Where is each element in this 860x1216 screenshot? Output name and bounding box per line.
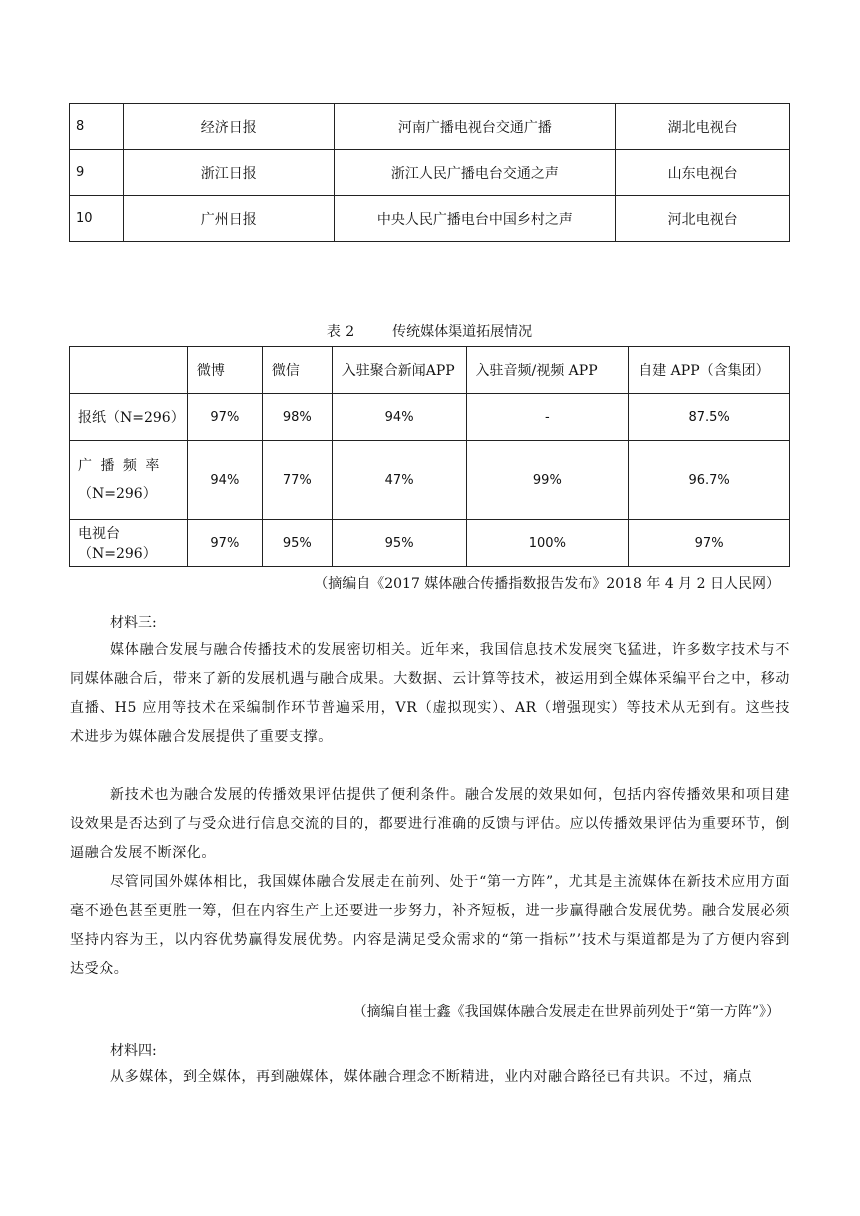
material3-paragraph-2: 新技术也为融合发展的传播效果评估提供了便利条件。融合发展的效果如何，包括内容传播效果和项目建设效果是否达到了与受众进行信息交流的目的，都要进行准确的反馈与评估。应以传播效果评估为重要环节，倒逼融合发展不断深化。 <box>70 787 790 861</box>
newspaper-cell: 经济日报 <box>123 104 334 150</box>
newspaper-cell: 浙江日报 <box>123 150 334 196</box>
header-cell: 入驻音频/视频 APP <box>466 347 629 394</box>
value-cell: 97% <box>629 520 790 567</box>
table2-caption-title: 传统媒体渠道拓展情况 <box>392 324 533 340</box>
value-cell: 99% <box>466 441 629 520</box>
channel-expansion-table <box>69 346 790 567</box>
table-row <box>70 520 790 567</box>
value-cell: 98% <box>262 394 332 441</box>
value-cell: 94% <box>187 441 262 520</box>
header-cell: 自建 APP（含集团） <box>629 347 790 394</box>
material3-source: （摘编自崔士鑫《我国媒体融合发展走在世界前列处于“第一方阵”》） <box>352 1004 780 1020</box>
media-ranking-table <box>69 103 790 242</box>
tv-cell: 河北电视台 <box>616 196 790 242</box>
table-row <box>70 104 790 150</box>
material3-paragraph-3: 尽管同国外媒体相比，我国媒体融合发展走在前列、处于“第一方阵”，尤其是主流媒体在新技术应用方面毫不逊色甚至更胜一筹，但在内容生产上还要进一步努力，补齐短板，进一步赢得融合发展优势。融合发展必须坚持内容为王，以内容优势赢得发展优势。内容是满足受众需求的“第一指标”’技术与渠道都是为了方便内容到达受众。 <box>70 874 790 977</box>
value-cell: 97% <box>187 394 262 441</box>
value-cell: 87.5% <box>629 394 790 441</box>
tv-cell: 山东电视台 <box>616 150 790 196</box>
header-cell: 微信 <box>262 347 332 394</box>
row-label <box>70 441 188 520</box>
table-row <box>70 441 790 520</box>
value-cell: 96.7% <box>629 441 790 520</box>
value-cell: 95% <box>332 520 466 567</box>
table-header-row <box>70 347 790 394</box>
header-cell: 入驻聚合新闻APP <box>332 347 466 394</box>
row-label: 报纸（N=296） <box>70 394 188 441</box>
table2-caption <box>69 321 790 341</box>
material4-heading: 材料四: <box>110 1043 157 1059</box>
table-row <box>70 196 790 242</box>
header-cell <box>70 347 188 394</box>
value-cell: 100% <box>466 520 629 567</box>
row-label-line: 广 播 频 率 <box>78 458 162 474</box>
radio-cell: 中央人民广播电台中国乡村之声 <box>334 196 616 242</box>
value-cell: 77% <box>262 441 332 520</box>
newspaper-cell: 广州日报 <box>123 196 334 242</box>
rank-cell: 10 <box>70 196 124 242</box>
table-row <box>70 394 790 441</box>
value-cell: 47% <box>332 441 466 520</box>
table2-source: （摘编自《2017 媒体融合传播指数报告发布》2018 年 4 月 2 日人民网） <box>314 576 780 592</box>
value-cell: 97% <box>187 520 262 567</box>
value-cell: 95% <box>262 520 332 567</box>
radio-cell: 河南广播电视台交通广播 <box>334 104 616 150</box>
row-label-line: （N=296） <box>78 486 157 502</box>
rank-cell: 8 <box>70 104 124 150</box>
material3-heading: 材料三: <box>110 615 157 631</box>
radio-cell: 浙江人民广播电台交通之声 <box>334 150 616 196</box>
table-row <box>70 150 790 196</box>
value-cell: - <box>466 394 629 441</box>
header-cell: 微博 <box>187 347 262 394</box>
tv-cell: 湖北电视台 <box>616 104 790 150</box>
row-label: 电视台（N=296） <box>70 520 188 567</box>
table2-caption-label: 表 2 <box>326 324 355 340</box>
value-cell: 94% <box>332 394 466 441</box>
rank-cell: 9 <box>70 150 124 196</box>
material4-paragraph: 从多媒体，到全媒体，再到融媒体，媒体融合理念不断精进，业内对融合路径已有共识。不过，痛点 <box>110 1069 753 1085</box>
material3-paragraph-1: 媒体融合发展与融合传播技术的发展密切相关。近年来，我国信息技术发展突飞猛进，许多数字技术与不同媒体融合后，带来了新的发展机遇与融合成果。大数据、云计算等技术，被运用到全媒体采编平台之中，移动直播、H5 应用等技术在采编制作环节普遍采用，VR（虚拟现实）、AR（增强现实）等技术从无到有。这些技术进步为媒体融合发展提供了重要支撑。 <box>70 642 790 745</box>
